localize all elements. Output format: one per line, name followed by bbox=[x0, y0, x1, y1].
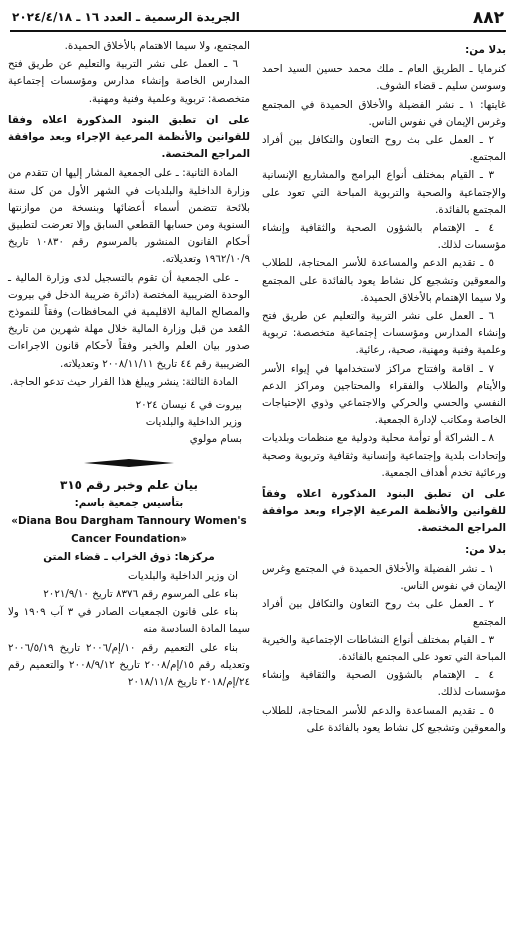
left-column bbox=[8, 38, 250, 692]
paragraph: بدلا من: bbox=[465, 543, 506, 556]
association-name-line2: Cancer Foundation» bbox=[71, 533, 187, 546]
paragraph: على ان تطبق البنود المذكورة اعلاه وفقا للقوانين والأنظمة المرعية الإجراء وبعد موافقة المراجع المختصة. bbox=[8, 113, 250, 161]
paragraph: ٦ ـ العمل على نشر التربية والتعليم عن طريق فتح وإنشاء المدارس ومؤسسات إجتماعية متخصصة: تربوية وعلمية وفنية ومهنية، صحية، رعائية. bbox=[262, 310, 506, 357]
paragraph: ٨ ـ الشراكة أو توأمة محلية ودولية مع منظمات وبلديات وإتحادات بلدية وإجتماعية وإنسانية وثقافية وتربوية وصحية ورعائية تخدم أهداف الجمعية. bbox=[262, 432, 506, 479]
paragraph: ٧ ـ اقامة وافتتاح مراكز لاستخدامها في إيواء الأسر والأيتام والطلاب والفقراء والمحتاجين ومراكز الدعم النفسي والحسي والحركي والاجتماعي وذوي الإحتياجات الخاصة ومكاتب لإدارة الجمعية. bbox=[262, 362, 506, 427]
paragraph: ٢ ـ العمل على بث روح التعاون والتكافل بين أفراد المجتمع bbox=[262, 598, 506, 628]
page-header bbox=[10, 8, 506, 32]
gazette-title: الجريدة الرسمية ـ العدد ١٦ ـ ٢٠٢٤/٤/١٨ bbox=[12, 10, 240, 24]
notice-body bbox=[8, 568, 250, 691]
paragraph: ٥ ـ تقديم المساعدة والدعم للأسر المحتاجة، للطلاب والمعوقين وتشجيع كل نشاط يعود بالفائدة على bbox=[262, 704, 506, 734]
paragraph: المادة الثالثة: ينشر ويبلغ هذا القرار حيث تدعو الحاجة. bbox=[9, 375, 238, 388]
notice-subtitle: بتأسيس جمعية باسم: bbox=[74, 496, 184, 509]
association-center: مركزها: ذوق الخراب ـ قضاء المتن bbox=[43, 551, 215, 564]
paragraph: غايتها: ١ ـ نشر الفضيلة والأخلاق الحميدة في المجتمع وغرس الإيمان في نفوس الناس. bbox=[262, 98, 506, 128]
left-column-text bbox=[8, 38, 250, 391]
paragraph: ٥ ـ تقديم الدعم والمساعدة للأسر المحتاجة، للطلاب والمعوقين وتشجيع كل نشاط يعود بالفائدة على المجتمع ولا سيما الإهتمام بالأخلاق الحميدة. bbox=[262, 257, 506, 304]
paragraph: ١ ـ نشر الفضيلة والأخلاق الحميدة في المجتمع وغرس الإيمان في نفوس الناس. bbox=[262, 562, 506, 593]
page-number: ٨٨٢ bbox=[472, 8, 504, 28]
paragraph: ٤ ـ الإهتمام بالشؤون الصحية والثقافية وإنشاء مؤسسات لذلك. bbox=[262, 222, 506, 252]
section-divider bbox=[8, 457, 250, 469]
paragraph: ٤ ـ الإهتمام بالشؤون الصحية والثقافية وإنشاء مؤسسات لذلك. bbox=[262, 669, 506, 699]
paragraph: على ان تطبق البنود المذكورة اعلاه وفقاً للقوانين والأنظمة المرعية الإجراء وبعد موافقة المراجع المختصة. bbox=[262, 488, 506, 535]
right-column bbox=[262, 38, 506, 738]
paragraph: ٣ ـ القيام بمختلف أنواع البرامج والمشاريع الإنسانية والإجتماعية والصحية والتربوية المباحة التي تعود على المجتمع بالفائدة. bbox=[262, 169, 506, 216]
paragraph: ـ على الجمعية أن تقوم بالتسجيل لدى وزارة المالية ـ الوحدة الضريبية المختصة (دائرة ضريبة الدخل في بيروت والمصالح المالية الاقليمية في المحافظات) وفقاً للنموذج المُعد من قبل وزارة المالية خلال مهلة شهرين من تاريخ صدور بيان العلم والخبر وفقاً لأحكام قانون الاجراءات الضريبية رقم ٤٤ تاريخ ٢٠٠٨/١١/١١ وتعديلاته. bbox=[8, 271, 250, 370]
paragraph: المادة الثانية: ـ على الجمعية المشار إليها ان تتقدم من وزارة الداخلية والبلديات في الشهر الأول من كل سنة بلائحة تتضمن أسماء أعضائها وبنسخة من موازنتها السنوية ومن حسابها القطعي السابق وإلا تعرضت لتطبيق أحكام القانون المنشور بالمرسوم رقم ١٠٨٣٠ تاريخ ١٩٦٢/١٠/٩ وتعديلاته. bbox=[8, 167, 251, 266]
divider-ornament bbox=[84, 458, 174, 468]
paragraph: بناء على المرسوم رقم ٨٣٧٦ تاريخ ٢٠٢١/٩/١٠ bbox=[43, 587, 238, 600]
paragraph: ٣ ـ القيام بمختلف أنواع النشاطات الإجتماعية والخيرية المباحة التي تعود على المجتمع بالفائدة. bbox=[262, 633, 506, 663]
paragraph: بدلا من: bbox=[465, 44, 506, 56]
association-name-line1: «Diana Bou Dargham Tannoury Women's bbox=[11, 515, 247, 528]
paragraph: بناء على قانون الجمعيات الصادر في ٣ آب ١٩٠٩ ولا سيما المادة السادسة منه bbox=[8, 606, 250, 636]
paragraph: ان وزير الداخلية والبلديات bbox=[128, 569, 238, 582]
signature-place-date: بيروت في ٤ نيسان ٢٠٢٤ bbox=[135, 399, 242, 412]
paragraph: ٦ ـ العمل على نشر التربية والتعليم عن طريق فتح المدارس الخاصة وإنشاء مدارس ومؤسسات إجتماعية متخصصة: تربوية وعلمية وفنية ومهنية. bbox=[8, 58, 250, 105]
signature-block bbox=[8, 397, 250, 449]
paragraph: بناء على التعميم رقم ١٠/إم/٢٠٠٦ تاريخ ٢٠٠٦/٥/١٩ وتعديله رقم ١٥/إم/٢٠٠٨ تاريخ ٢٠٠٨/٩/١٢ والتعميم رقم ٢٤/إم/٢٠١٨ تاريخ ٢٠١٨/١١/٨ bbox=[8, 641, 250, 688]
signature-name: بسام مولوي bbox=[189, 433, 242, 446]
notice-title: بيان علم وخبر رقم ٣١٥ bbox=[60, 477, 198, 492]
paragraph: ٢ ـ العمل على بث روح التعاون والتكافل بين أفراد المجتمع. bbox=[262, 134, 506, 164]
signature-title: وزير الداخلية والبلديات bbox=[145, 416, 242, 429]
paragraph: المجتمع، ولا سيما الاهتمام بالأخلاق الحميدة. bbox=[64, 40, 250, 52]
notice-block bbox=[8, 477, 250, 691]
paragraph: كنرمايا ـ الطريق العام ـ ملك محمد حسين السيد احمد وسوسن سليم ـ قضاء الشوف. bbox=[262, 63, 506, 93]
